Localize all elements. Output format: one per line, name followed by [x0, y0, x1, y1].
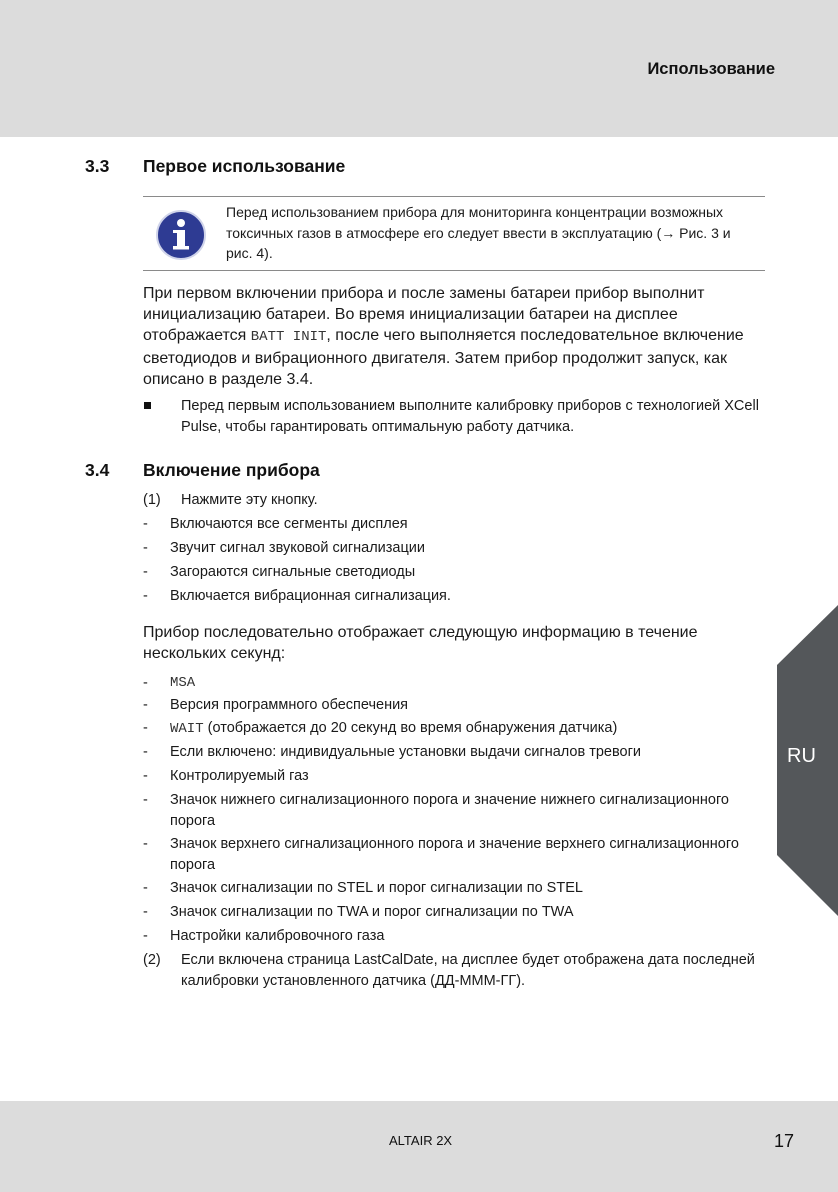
list-item-text: Включаются все сегменты дисплея: [170, 516, 408, 532]
msa-code: MSA: [170, 675, 196, 691]
section-3-3-title: Первое использование: [143, 156, 346, 176]
dash-marker: -: [143, 540, 148, 556]
list-item-text: [170, 718, 770, 740]
section-3-3-paragraph: [143, 283, 768, 390]
section-3-4-title: Включение прибора: [143, 460, 320, 480]
section-3-4-paragraph: Прибор последовательно отображает следующую информацию в течение нескольких секунд:: [143, 624, 698, 662]
step-1-marker: (1): [143, 492, 161, 508]
language-tab: [777, 605, 838, 916]
note-bottom-rule: [143, 270, 765, 271]
info-note-text: Перед использованием прибора для мониторинга концентрации возможных токсичных газов в атмосфере его следует ввести в эксплуатацию (→ Рис. 3 и рис. 4).: [226, 204, 731, 261]
dash-marker: -: [143, 720, 148, 736]
section-3-4-number: 3.4: [85, 460, 110, 480]
list-item-text: Звучит сигнал звуковой сигнализации: [170, 540, 425, 556]
calibration-bullet-text: Перед первым использованием выполните калибровку приборов с технологией XCell Pulse, чтобы гарантировать оптимальную работу датчика.: [181, 398, 759, 435]
dash-marker: -: [143, 564, 148, 580]
list-item-text: Если включено: индивидуальные установки выдачи сигналов тревоги: [170, 744, 641, 760]
dash-marker: -: [143, 516, 148, 532]
paragraph-text-end: , после чего выполняется последовательное включение светодиодов и вибрационного двигателя. Затем прибор продолжит запуск, как описано в разделе 3.4.: [143, 327, 744, 388]
dash-marker: -: [143, 697, 148, 713]
header-title: Использование: [647, 60, 775, 78]
list-item-text: Загораются сигнальные светодиоды: [170, 564, 416, 580]
list-item-text: Версия программного обеспечения: [170, 697, 409, 713]
list-item-text: Контролируемый газ: [170, 768, 309, 784]
batt-init-code: BATT INIT: [250, 329, 327, 345]
square-bullet-icon: [144, 402, 151, 409]
dash-marker: -: [143, 744, 148, 760]
list-item-text: Значок сигнализации по STEL и порог сигнализации по STEL: [170, 880, 583, 896]
info-icon: [155, 209, 207, 261]
list-item-text: Настройки калибровочного газа: [170, 928, 385, 944]
step-2-marker: (2): [143, 952, 161, 968]
list-item-text: Значок верхнего сигнализационного порога и значение верхнего сигнализационного порога: [170, 836, 739, 873]
dash-marker: -: [143, 792, 148, 808]
footer-product-name: ALTAIR 2X: [389, 1133, 453, 1148]
language-tab-label: RU: [787, 745, 816, 767]
page-footer: [0, 1101, 838, 1192]
dash-marker: -: [143, 675, 148, 691]
dash-marker: -: [143, 836, 148, 852]
dash-marker: -: [143, 904, 148, 920]
dash-marker: -: [143, 588, 148, 604]
list-item-text: Включается вибрационная сигнализация.: [170, 588, 451, 604]
dash-marker: -: [143, 768, 148, 784]
step-2-text: Если включена страница LastCalDate, на дисплее будет отображена дата последней калибровки установленного датчика (ДД-МММ-ГГ).: [181, 952, 755, 989]
dash-marker: -: [143, 928, 148, 944]
note-top-rule: [143, 196, 765, 197]
step-1-text: Нажмите эту кнопку.: [181, 492, 318, 508]
list-item-text: Значок нижнего сигнализационного порога и значение нижнего сигнализационного порога: [170, 792, 730, 829]
dash-marker: -: [143, 880, 148, 896]
section-3-3-number: 3.3: [85, 156, 110, 176]
paragraph-text-start: При первом включении прибора и после замены батареи прибор выполнит инициализацию батареи. Во время инициализации батареи на дисплее отображается: [143, 285, 705, 344]
wait-description: (отображается до 20 секунд во время обнаружения датчика): [203, 720, 618, 736]
list-item-text: Значок сигнализации по TWA и порог сигнализации по TWA: [170, 904, 574, 920]
page-number: 17: [773, 1131, 794, 1151]
page-header: [0, 0, 838, 137]
wait-code: WAIT: [170, 721, 204, 737]
